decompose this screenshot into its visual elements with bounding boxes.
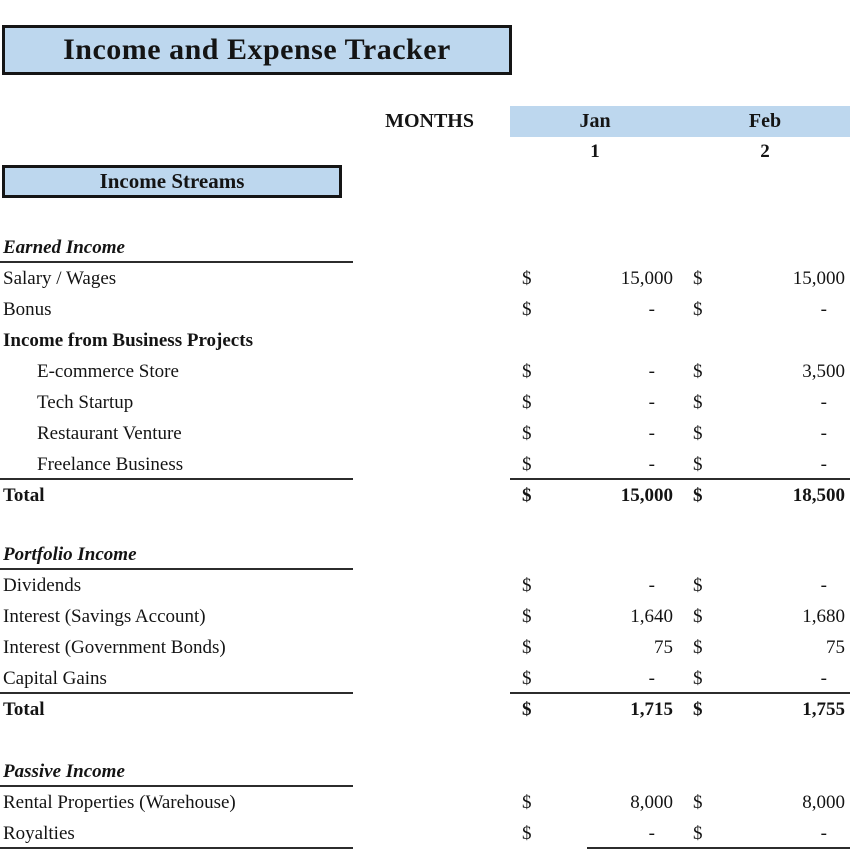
- row-label[interactable]: Tech Startup: [37, 392, 134, 413]
- table-row: [0, 480, 850, 511]
- row-label[interactable]: Restaurant Venture: [37, 423, 182, 444]
- month-header-jan[interactable]: Jan: [579, 110, 611, 132]
- value-cell-feb[interactable]: [677, 418, 850, 449]
- currency-symbol: $: [693, 485, 703, 506]
- value-jan: 8,000: [630, 792, 673, 813]
- table-row: [0, 601, 850, 632]
- currency-symbol: $: [693, 268, 703, 289]
- value-cell-feb[interactable]: [677, 818, 850, 849]
- value-cell-jan[interactable]: [510, 449, 677, 480]
- table-row: [0, 387, 850, 418]
- month-number-jan[interactable]: 1: [590, 141, 600, 162]
- month-header-feb[interactable]: Feb: [748, 110, 782, 132]
- row-label[interactable]: Income from Business Projects: [3, 330, 253, 351]
- value-jan: -: [648, 668, 655, 689]
- value-cell-jan[interactable]: [510, 787, 677, 818]
- section-gap: [0, 725, 850, 756]
- value-jan: 1,640: [630, 606, 673, 627]
- table-row: [0, 632, 850, 663]
- currency-symbol: $: [522, 485, 532, 506]
- table-row: [0, 818, 850, 849]
- row-label[interactable]: Interest (Government Bonds): [3, 637, 226, 658]
- table-row: [0, 449, 850, 480]
- value-jan: -: [648, 454, 655, 475]
- months-label: MONTHS: [385, 110, 474, 132]
- row-label[interactable]: E-commerce Store: [37, 361, 179, 382]
- value-cell-feb[interactable]: [677, 694, 850, 725]
- currency-symbol: $: [693, 392, 703, 413]
- currency-symbol: $: [693, 637, 703, 658]
- value-cell-jan[interactable]: [510, 294, 677, 325]
- currency-symbol: $: [693, 454, 703, 475]
- value-cell-feb[interactable]: [677, 387, 850, 418]
- value-feb: -: [820, 454, 827, 475]
- row-label[interactable]: Interest (Savings Account): [3, 606, 206, 627]
- section-heading-row: [0, 756, 850, 787]
- currency-symbol: $: [693, 606, 703, 627]
- currency-symbol: $: [693, 423, 703, 444]
- value-cell-jan[interactable]: [510, 570, 677, 601]
- currency-symbol: $: [522, 392, 532, 413]
- value-feb: 15,000: [792, 268, 845, 289]
- value-jan: 15,000: [620, 485, 673, 506]
- value-cell-jan[interactable]: [510, 601, 677, 632]
- value-cell-jan[interactable]: [510, 694, 677, 725]
- row-label[interactable]: Royalties: [0, 818, 510, 849]
- month-number-row: [510, 137, 850, 166]
- currency-symbol: $: [522, 699, 532, 720]
- income-streams-header-box: [2, 165, 342, 198]
- currency-symbol: $: [522, 668, 532, 689]
- value-jan: -: [648, 423, 655, 444]
- currency-symbol: $: [693, 823, 703, 844]
- value-cell-feb[interactable]: [677, 294, 850, 325]
- row-label[interactable]: Capital Gains: [0, 663, 510, 694]
- value-cell-jan[interactable]: [510, 480, 677, 511]
- table-row: [0, 294, 850, 325]
- currency-symbol: $: [693, 792, 703, 813]
- value-feb: -: [820, 423, 827, 444]
- table-row: [0, 356, 850, 387]
- section-heading[interactable]: Passive Income: [0, 756, 510, 787]
- row-label[interactable]: Freelance Business: [0, 449, 510, 480]
- row-label[interactable]: Rental Properties (Warehouse): [3, 792, 236, 813]
- value-jan: -: [648, 299, 655, 320]
- currency-symbol: $: [522, 268, 532, 289]
- value-cell-feb[interactable]: [677, 480, 850, 511]
- currency-symbol: $: [522, 637, 532, 658]
- value-feb: -: [820, 575, 827, 596]
- table-row: [0, 263, 850, 294]
- value-cell-jan[interactable]: [510, 663, 677, 694]
- currency-symbol: $: [522, 823, 532, 844]
- month-number-feb[interactable]: 2: [760, 141, 770, 162]
- value-cell-jan[interactable]: [510, 263, 677, 294]
- currency-symbol: $: [693, 299, 703, 320]
- section-heading-row: [0, 232, 850, 263]
- value-jan: -: [648, 392, 655, 413]
- value-cell-jan[interactable]: [510, 356, 677, 387]
- value-cell-feb[interactable]: [677, 663, 850, 694]
- value-cell-feb[interactable]: [677, 263, 850, 294]
- value-cell-feb[interactable]: [677, 356, 850, 387]
- value-feb: 75: [826, 637, 845, 658]
- value-cell-jan[interactable]: [510, 632, 677, 663]
- currency-symbol: $: [522, 361, 532, 382]
- value-jan: -: [648, 361, 655, 382]
- currency-symbol: $: [693, 699, 703, 720]
- value-cell-jan[interactable]: [510, 418, 677, 449]
- table-row: [0, 694, 850, 725]
- value-jan: 15,000: [620, 268, 673, 289]
- value-jan: -: [648, 823, 655, 844]
- value-cell-jan[interactable]: [510, 818, 677, 849]
- month-header-band: [510, 106, 850, 137]
- value-feb: 8,000: [802, 792, 845, 813]
- value-jan: 1,715: [630, 699, 673, 720]
- value-feb: 18,500: [792, 485, 845, 506]
- row-label[interactable]: Total: [3, 699, 45, 720]
- currency-symbol: $: [522, 454, 532, 475]
- section-gap: [0, 511, 850, 539]
- section-heading[interactable]: Earned Income: [0, 232, 510, 263]
- title-banner: [2, 25, 512, 75]
- value-jan: -: [648, 575, 655, 596]
- value-feb: 1,755: [802, 699, 845, 720]
- currency-symbol: $: [693, 668, 703, 689]
- currency-symbol: $: [522, 423, 532, 444]
- section-heading[interactable]: Portfolio Income: [0, 539, 510, 570]
- table-row: [0, 663, 850, 694]
- value-feb: 1,680: [802, 606, 845, 627]
- value-cell-feb[interactable]: [677, 601, 850, 632]
- value-cell-jan[interactable]: [510, 387, 677, 418]
- section-heading-row: [0, 539, 850, 570]
- income-streams-header-label: Income Streams: [99, 169, 245, 193]
- currency-symbol: $: [693, 361, 703, 382]
- row-label[interactable]: Dividends: [3, 575, 82, 596]
- currency-symbol: $: [522, 575, 532, 596]
- currency-symbol: $: [522, 299, 532, 320]
- value-cell-feb[interactable]: [677, 570, 850, 601]
- value-feb: -: [820, 299, 827, 320]
- currency-symbol: $: [693, 575, 703, 596]
- row-label[interactable]: Bonus: [3, 299, 52, 320]
- value-feb: -: [820, 823, 827, 844]
- table-row: [0, 418, 850, 449]
- value-cell-feb[interactable]: [677, 632, 850, 663]
- value-jan: 75: [654, 637, 673, 658]
- currency-symbol: $: [522, 792, 532, 813]
- row-label[interactable]: Salary / Wages: [3, 268, 117, 289]
- income-table: [0, 232, 850, 849]
- currency-symbol: $: [522, 606, 532, 627]
- value-feb: -: [820, 392, 827, 413]
- value-feb: -: [820, 668, 827, 689]
- table-row: [0, 787, 850, 818]
- table-row: [0, 570, 850, 601]
- value-cell-feb[interactable]: [677, 449, 850, 480]
- table-row: [0, 325, 850, 356]
- page-title: Income and Expense Tracker: [63, 33, 451, 66]
- row-label[interactable]: Total: [3, 485, 45, 506]
- value-cell-feb[interactable]: [677, 787, 850, 818]
- value-feb: 3,500: [802, 361, 845, 382]
